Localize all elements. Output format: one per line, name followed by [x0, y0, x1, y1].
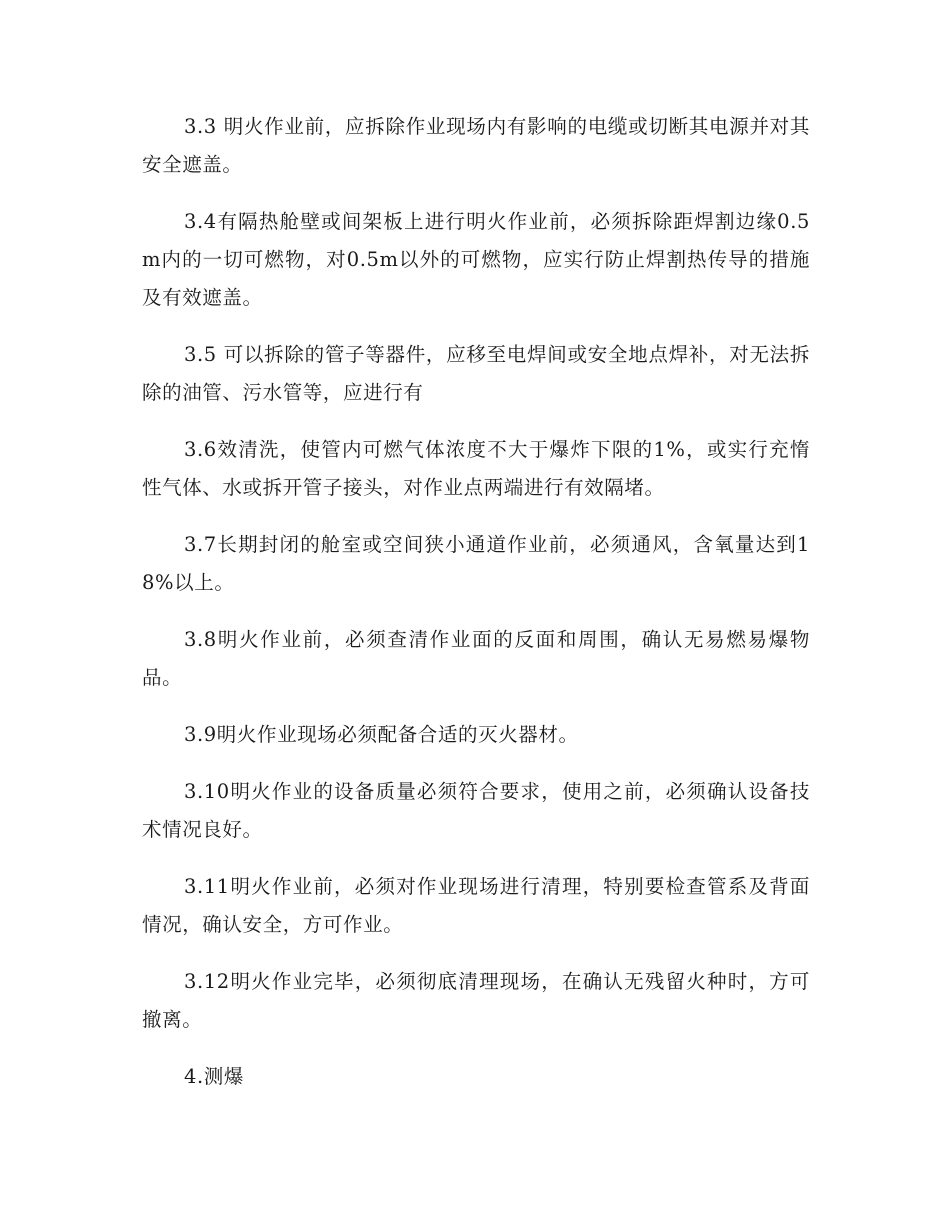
paragraph-3-11: 3.11明火作业前，必须对作业现场进行清理，特别要检查管系及背面情况，确认安全，方可作业。 — [142, 875, 810, 936]
paragraph-3-10: 3.10明火作业的设备质量必须符合要求，使用之前，必须确认设备技术情况良好。 — [142, 780, 810, 841]
paragraph-3-3: 3.3 明火作业前，应拆除作业现场内有影响的电缆或切断其电源并对其安全遮盖。 — [142, 115, 810, 176]
paragraph-3-8: 3.8明火作业前，必须查清作业面的反面和周围，确认无易燃易爆物品。 — [142, 628, 810, 689]
section-heading-4: 4.测爆 — [184, 1065, 245, 1088]
paragraph-3-9: 3.9明火作业现场必须配备合适的灭火器材。 — [184, 723, 579, 746]
paragraph-3-7: 3.7长期封闭的舱室或空间狭小通道作业前，必须通风，含氧量达到18%以上。 — [142, 533, 810, 594]
paragraph-3-4: 3.4有隔热舱壁或间架板上进行明火作业前，必须拆除距焊割边缘0.5m内的一切可燃物，对0.5m以外的可燃物，应实行防止焊割热传导的措施及有效遮盖。 — [142, 210, 810, 309]
paragraph-3-6: 3.6效清洗，使管内可燃气体浓度不大于爆炸下限的1%，或实行充惰性气体、水或拆开管子接头，对作业点两端进行有效隔堵。 — [142, 438, 810, 499]
document-body — [142, 108, 810, 1115]
paragraph-3-5: 3.5 可以拆除的管子等器件，应移至电焊间或安全地点焊补，对无法拆除的油管、污水管等，应进行有 — [142, 343, 810, 404]
paragraph-3-12: 3.12明火作业完毕，必须彻底清理现场，在确认无残留火种时，方可撤离。 — [142, 970, 810, 1031]
